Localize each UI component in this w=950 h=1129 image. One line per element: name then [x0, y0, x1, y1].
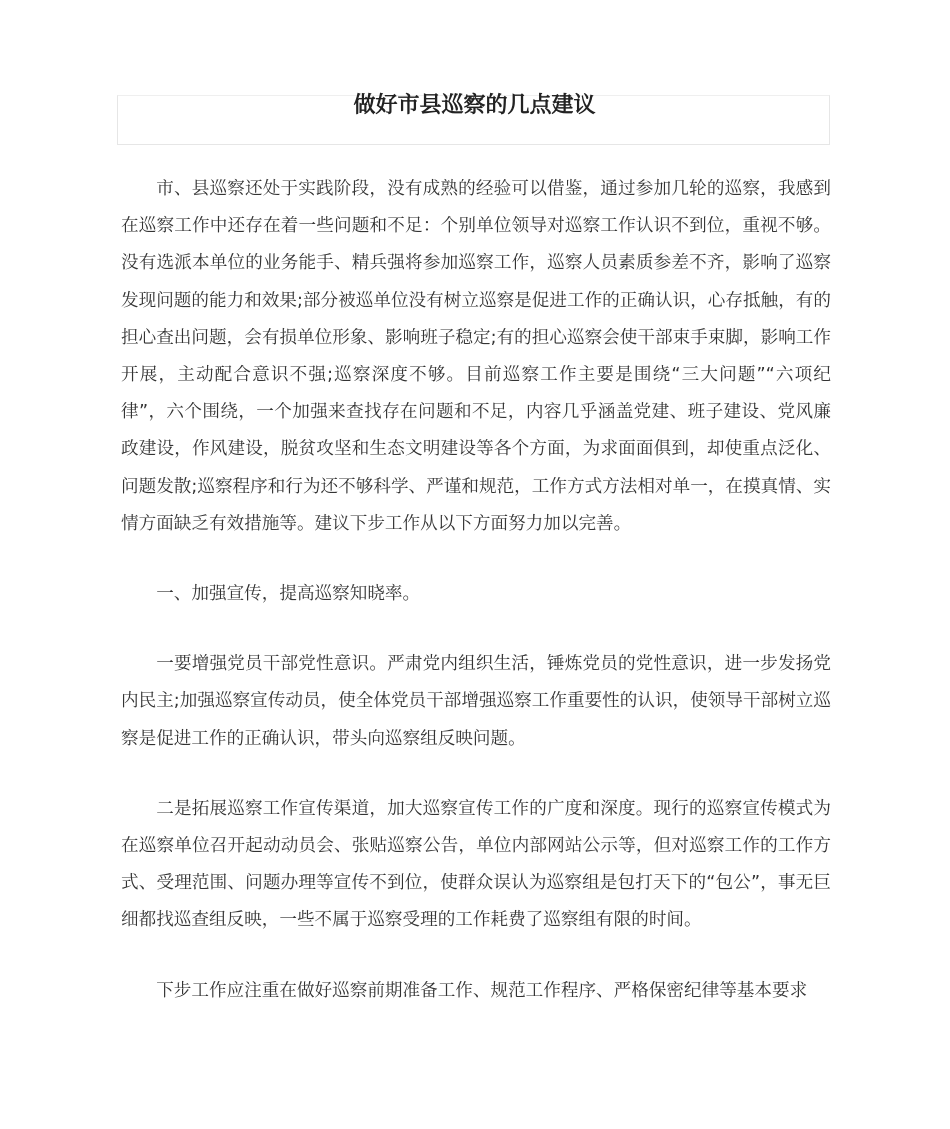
paragraph-point-two: 二是拓展巡察工作宣传渠道，加大巡察宣传工作的广度和深度。现行的巡察宣传模式为在巡察单位召开起动动员会、张贴巡察公告，单位内部网站公示等，但对巡察工作的工作方式、受理范围、问题办理等宣传不到位，使群众误认为巡察组是包打天下的“包公”，事无巨细都找巡查组反映，一些不属于巡察受理的工作耗费了巡察组有限的时间。 [121, 798, 831, 931]
document-body [121, 171, 831, 1043]
paragraph-point-one: 一要增强党员干部党性意识。严肃党内组织生活，锤炼党员的党性意识，进一步发扬党内民主;加强巡察宣传动员，使全体党员干部增强巡察工作重要性的认识，使领导干部树立巡察是促进工作的正确认识，带头向巡察组反映问题。 [121, 654, 831, 749]
paragraph-next-steps: 下步工作应注重在做好巡察前期准备工作、规范工作程序、严格保密纪律等基本要求 [156, 980, 808, 1001]
section-heading: 一、加强宣传，提高巡察知晓率。 [156, 584, 421, 605]
document-title: 做好市县巡察的几点建议 [353, 93, 596, 118]
paragraph-intro: 市、县巡察还处于实践阶段，没有成熟的经验可以借鉴，通过参加几轮的巡察，我感到在巡察工作中还存在着一些问题和不足：个别单位领导对巡察工作认识不到位，重视不够。没有选派本单位的业务能手、精兵强将参加巡察工作，巡察人员素质参差不齐，影响了巡察发现问题的能力和效果;部分被巡单位没有树立巡察是促进工作的正确认识，心存抵触，有的担心查出问题，会有损单位形象、影响班子稳定;有的担心巡察会使干部束手束脚，影响工作开展，主动配合意识不强;巡察深度不够。目前巡察工作主要是围绕“三大问题”“六项纪律”，六个围绕，一个加强来查找存在问题和不足，内容几乎涵盖党建、班子建设、党风廉政建设，作风建设，脱贫攻坚和生态文明建设等各个方面，为求面面俱到，却使重点泛化、问题发散;巡察程序和行为还不够科学、严谨和规范，工作方式方法相对单一，在摸真情、实情方面缺乏有效措施等。建议下步工作从以下方面努力加以完善。 [121, 179, 831, 534]
